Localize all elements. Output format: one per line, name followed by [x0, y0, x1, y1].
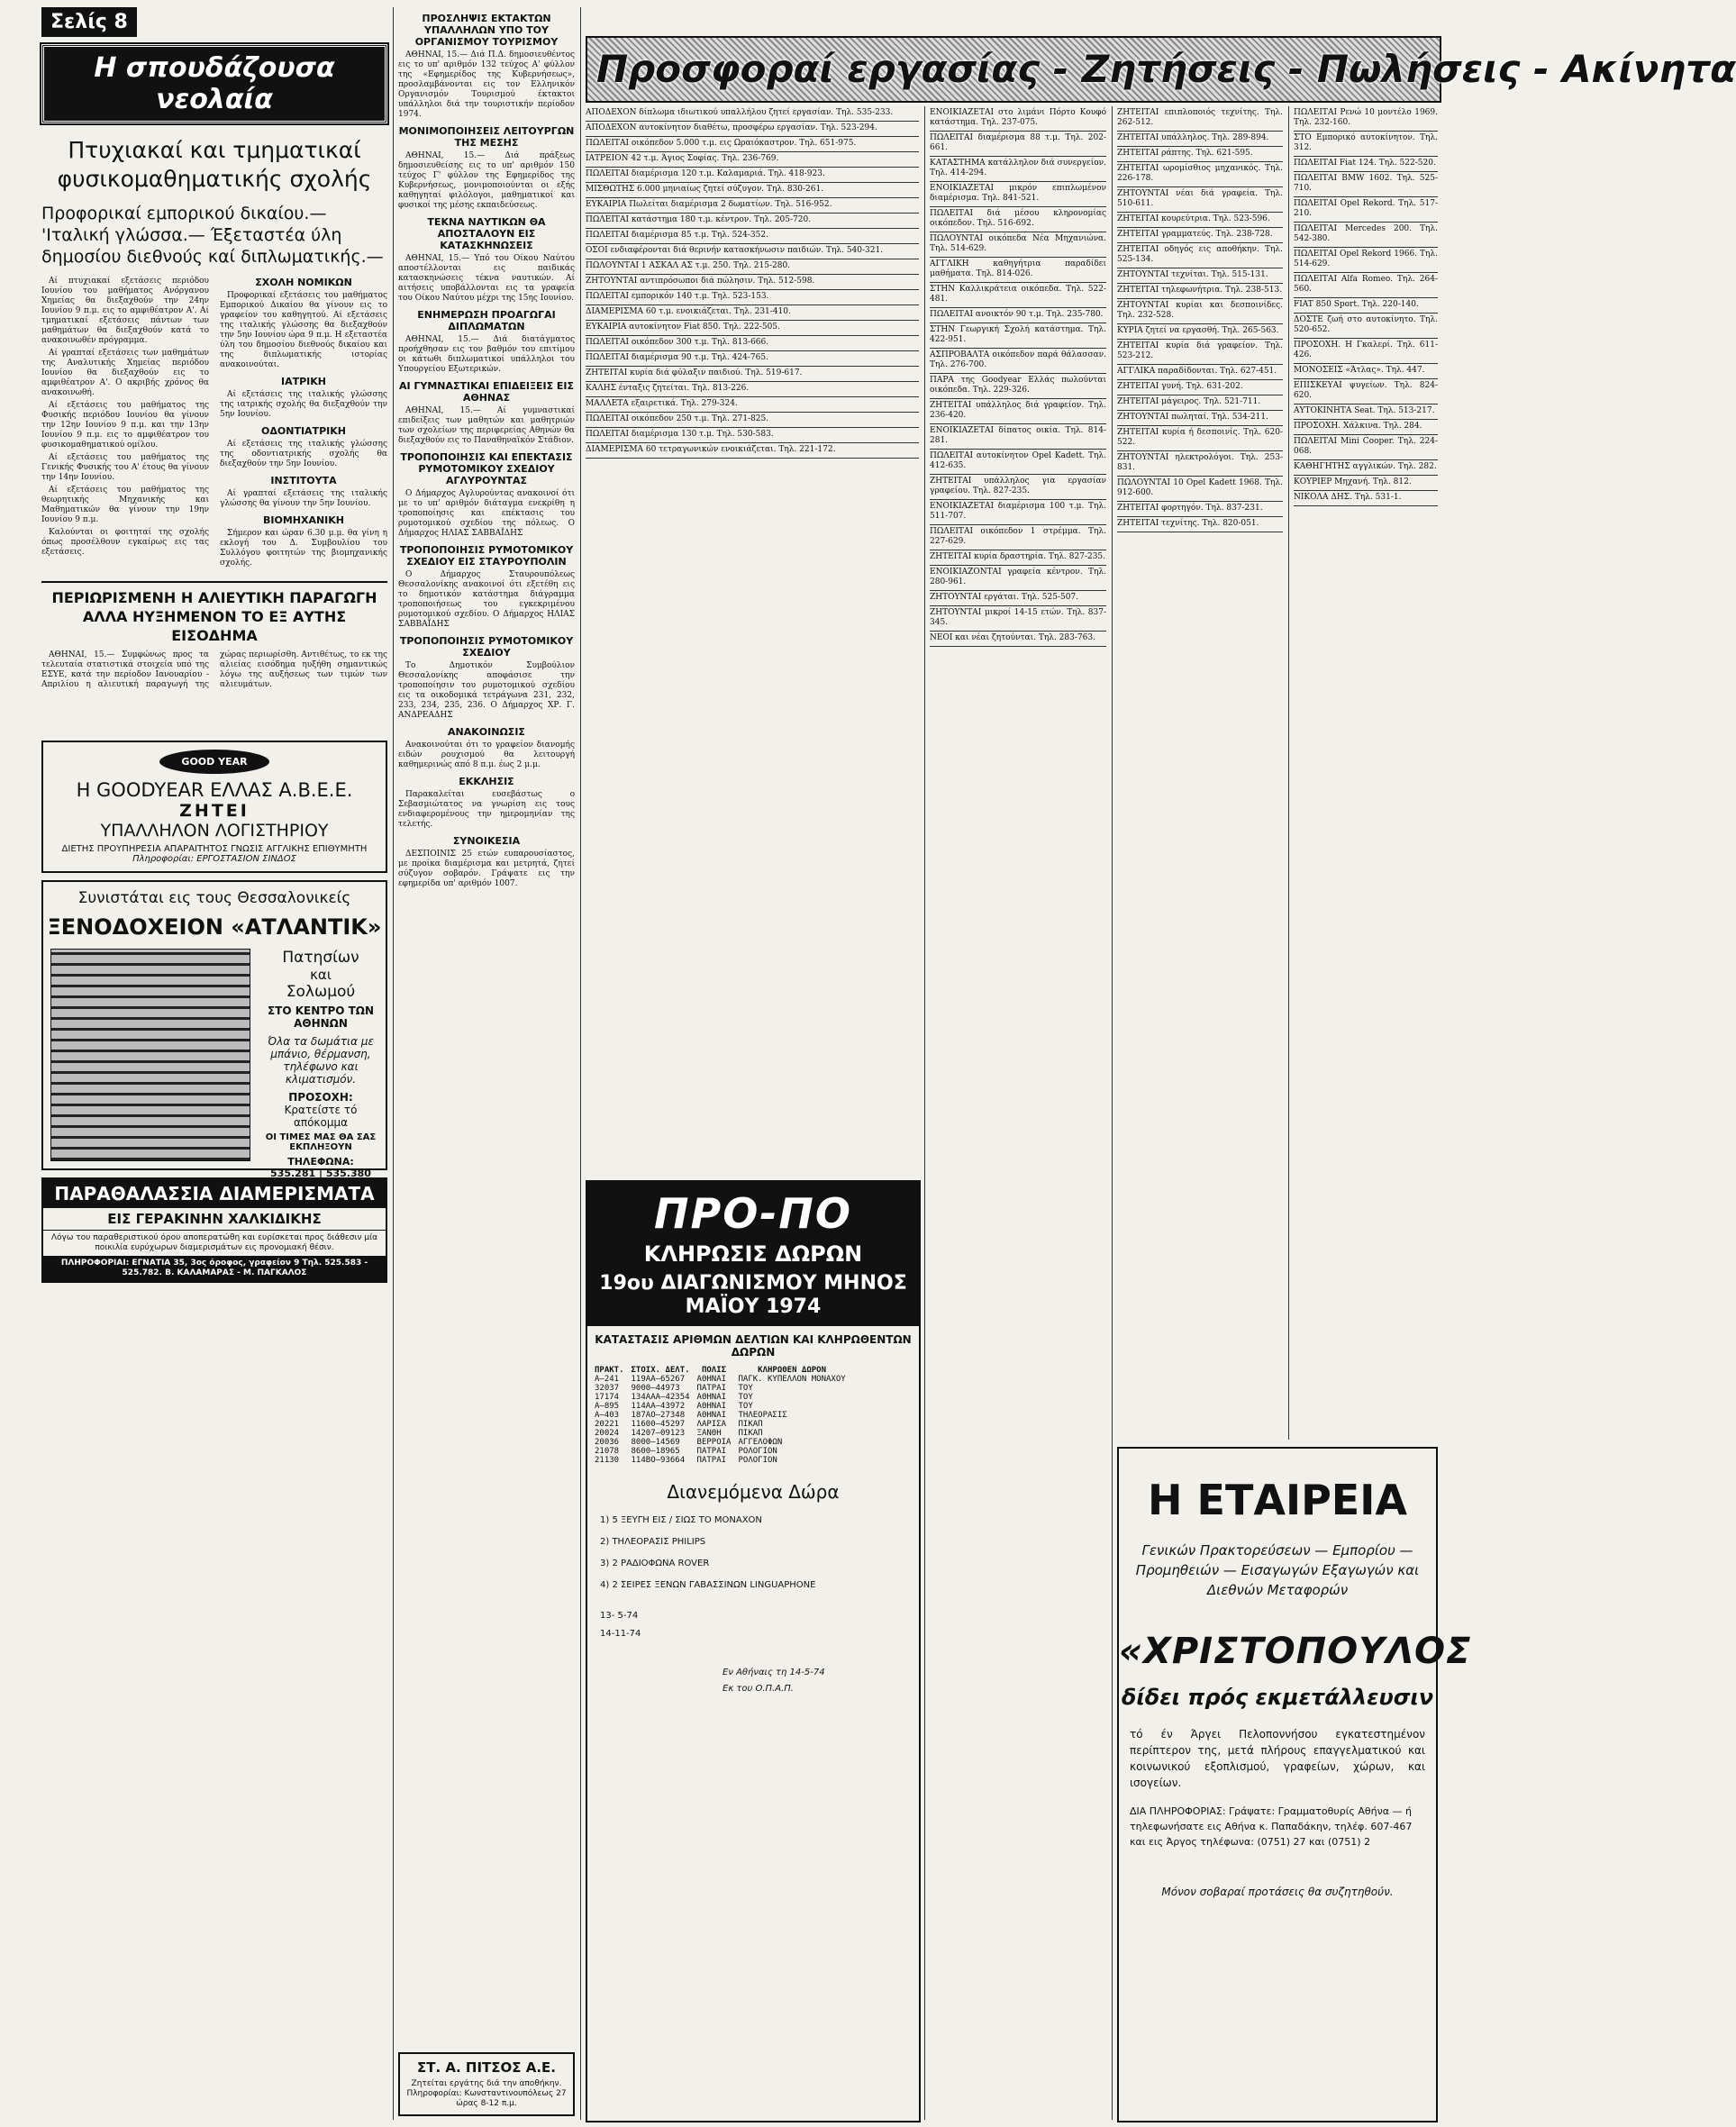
- classified-ad: ΠΑΡΑ της Goodyear Ελλάς πωλούνται οικόπεδα. Τηλ. 229-326.: [930, 374, 1106, 399]
- goodyear-logo: GOOD YEAR: [159, 750, 268, 774]
- etaireia-title: Η ΕΤΑΙΡΕΙΑ: [1148, 1476, 1407, 1524]
- seaside-footer: ΠΛΗΡΟΦΟΡΙΑΙ: ΕΓΝΑΤΙΑ 35, 3ος όροφος, γραφείον 9 Τηλ. 525.583 - 525.782. Β. ΚΑΛΑΜΑΡΑΣ - Μ. ΠΑΓΚΑΛΟΣ: [43, 1256, 386, 1281]
- classified-ad: ΖΗΤΕΙΤΑΙ γραμματεύς. Τηλ. 238-728.: [1117, 228, 1283, 243]
- table-cell: 114BO—93664: [631, 1456, 686, 1465]
- section-title: ΒΙΟΜΗΧΑΝΙΚΗ: [262, 514, 344, 526]
- goodyear-position: ΥΠΑΛΛΗΛΟΝ ΛΟΓΙΣΤΗΡΙΟΥ: [100, 821, 329, 841]
- table-cell: ΤΟΥ: [738, 1402, 753, 1411]
- etaireia-body: τό έν Άργει Πελοποννήσου εγκατεστημένον περίπτερον της, μετά πλήρους επαγγελματικού και κοινωνικού εξοπλισμού, γραφείων, χώρων, και ισογείων.: [1130, 1728, 1425, 1789]
- table-cell: ΠΑΓΚ. ΚΥΠΕΛΛΟΝ ΜΟΝΑΧΟΥ: [738, 1375, 846, 1384]
- table-cell: ΑΘΗΝΑΙ: [696, 1402, 727, 1411]
- section-title: ΣΧΟΛΗ ΝΟΜΙΚΩΝ: [255, 277, 352, 288]
- hotel-note-title: ΠΡΟΣΟΧΗ:: [288, 1091, 353, 1104]
- classified-ad: ΕΥΚΑΙΡΙΑ Πωλείται διαμέρισμα 2 δωματίων. Τηλ. 516-952.: [586, 198, 919, 214]
- classified-ad: ΑΓΓΛΙΚΑ παραδίδονται. Τηλ. 627-451.: [1117, 365, 1283, 380]
- fishing-headline: ΠΕΡΙΩΡΙΣΜΕΝΗ Η ΑΛΙΕΥΤΙΚΗ ΠΑΡΑΓΩΓΗ ΑΛΛΑ ΗΥΞΗΜΕΝΟΝ ΤΟ ΕΞ ΑΥΤΗΣ ΕΙΣΟΔΗΜΑ: [51, 589, 377, 644]
- classified-ad: ΠΩΛΕΙΤΑΙ οικόπεδον 5.000 τ.μ. εις Ωραιόκαστρον. Τηλ. 651-975.: [586, 137, 919, 152]
- article-headline: ΕΚΚΛΗΣΙΣ: [459, 776, 514, 787]
- column-1: [41, 7, 387, 2120]
- goodyear-ad: [41, 741, 387, 873]
- etaireia-brand: «ΧΡΙΣΤΟΠΟΥΛΟΣ: [1119, 1631, 1472, 1672]
- table-cell: 21130: [595, 1456, 620, 1465]
- hotel-ad: [41, 880, 387, 1179]
- section-title: ΙΑΤΡΙΚΗ: [281, 376, 326, 387]
- classified-ad: ΠΩΛΕΙΤΑΙ ανοικτόν 90 τ.μ. Τηλ. 235-780.: [930, 308, 1106, 323]
- table-cell: A—403: [595, 1411, 620, 1420]
- article-text: Το Δημοτικόν Συμβούλιον Θεσσαλονίκης αποφάσισε την τροποποίησιν του ρυμοτομικού σχεδίου εις τα οικοδομικά τετράγωνα 231, 232, 233, 234, 235, 236. Ο Δήμαρχος ΧΡ. Γ. ΑΝΔΡΕΑΔΗΣ: [398, 661, 575, 720]
- classified-ad: ΠΩΛΕΙΤΑΙ εμπορικόν 140 τ.μ. Τηλ. 523-153.: [586, 290, 919, 305]
- classified-ad: ΖΗΤΕΙΤΑΙ κυρία δραστηρία. Τηλ. 827-235.: [930, 550, 1106, 566]
- classified-ad: ΜΑΛΛΕΤΑ εξαιρετικά. Τηλ. 279-324.: [586, 397, 919, 413]
- article-headline: ΤΡΟΠΟΠΟΙΗΣΙΣ ΡΥΜΟΤΟΜΙΚΟΥ ΣΧΕΔΙΟΥ: [399, 635, 574, 659]
- classified-ad: ΠΩΛΕΙΤΑΙ διά μέσου κληρονομίας οικόπεδον. Τηλ. 516-692.: [930, 207, 1106, 232]
- article-headline: ΠΡΟΣΛΗΨΙΣ ΕΚΤΑΚΤΩΝ ΥΠΑΛΛΗΛΩΝ ΥΠΟ ΤΟΥ ΟΡΓΑΝΙΣΜΟΥ ΤΟΥΡΙΣΜΟΥ: [414, 13, 559, 48]
- classified-ad: ΠΩΛΕΙΤΑΙ οικόπεδον 250 τ.μ. Τηλ. 271-825.: [586, 413, 919, 428]
- classified-ad: ΕΝΟΙΚΙΑΖΕΤΑΙ διαμέρισμα 100 τ.μ. Τηλ. 511-707.: [930, 500, 1106, 525]
- article-text: ΑΘΗΝΑΙ, 15.— Υπό του Οίκου Ναύτου αποστέλλονται εις παιδικάς κατασκηνώσεις τέκνα ναυτικών. Αί αιτήσεις υποβάλλονται εις τα γραφεία του Οίκου Ναύτου μέχρι της 15ης Ιουνίου.: [398, 254, 575, 303]
- classified-ad: ΠΩΛΟΥΝΤΑΙ οικόπεδα Νέα Μηχανιώνα. Τηλ. 514-629.: [930, 232, 1106, 258]
- table-cell: A—895: [595, 1402, 620, 1411]
- classified-ad: ΖΗΤΕΙΤΑΙ γυνή. Τηλ. 631-202.: [1117, 380, 1283, 395]
- classified-ad: ΕΥΚΑΙΡΙΑ αυτοκίνητον Fiat 850. Τηλ. 222-505.: [586, 321, 919, 336]
- table-cell: ΡΟΛΟΓΙΟΝ: [738, 1447, 777, 1456]
- table-cell: ΛΑΡΙΣΑ: [696, 1420, 727, 1429]
- hotel-address: και: [310, 967, 332, 983]
- article-headline: ΑΝΑΚΟΙΝΩΣΙΣ: [448, 726, 525, 738]
- table-cell: 17174: [595, 1393, 620, 1402]
- gift-item: 2) ΤΗΛΕΟΡΑΣΙΣ PHILIPS: [600, 1537, 706, 1547]
- classified-ad: ΠΩΛΕΙΤΑΙ BMW 1602. Τηλ. 525-710.: [1294, 172, 1438, 197]
- table-row: [591, 1438, 850, 1447]
- article-headline: ΕΝΗΜΕΡΩΣΗ ΠΡΟΑΓΩΓΑΙ ΔΙΠΛΩΜΑΤΩΝ: [417, 309, 556, 332]
- propo-subtitle: ΚΛΗΡΩΣΙΣ ΔΩΡΩΝ: [643, 1241, 863, 1267]
- goodyear-seeks: ΖΗΤΕΙ: [179, 801, 250, 821]
- article-text: ΑΘΗΝΑΙ, 15.— Διά πράξεως δημοσιευθείσης εις το υπ' αριθμόν 150 τεύχος Γ' φύλλον της Εφημερίδος της Κυβερνήσεως, μονιμοποιούνται οι εξής καθηγηταί φιλόλογοι, μαθηματικοί και φυσικοί της μέσης εκπαιδεύσεως.: [398, 151, 575, 210]
- propo-title: ΠΡΟ-ΠΟ: [653, 1189, 852, 1238]
- etaireia-contact: ΔΙΑ ΠΛΗΡΟΦΟΡΙΑΣ: Γράψατε: Γραμματοθυρίς Αθήνα — ή τηλεφωνήσατε εις Αθήνα κ. Παπαδάκην, τηλέφ. 607-467 και εις Άργος τηλέφωνα: (0751) 27 και (0751) 2: [1130, 1805, 1413, 1848]
- classified-ad: ΖΗΤΟΥΝΤΑΙ κυρίαι και δεσποινίδες. Τηλ. 232-528.: [1117, 299, 1283, 324]
- table-cell: ΑΘΗΝΑΙ: [696, 1375, 727, 1384]
- article-text: Ο Δήμαρχος Σταυρουπόλεως Θεσσαλονίκης ανακοινοί ότι εξετέθη εις το δημοτικόν κατάστημα διάγραμμα τροποποιήσεως του εγκεκριμένου ρυμοτομικού σχεδίου. Ο Δήμαρχος ΗΛΙΑΣ ΣΑΒΒΑΪΔΗΣ: [398, 570, 575, 629]
- article-headline: ΤΡΟΠΟΠΟΙΗΣΙΣ ΡΥΜΟΤΟΜΙΚΟΥ ΣΧΕΔΙΟΥ ΕΙΣ ΣΤΑΥΡΟΥΠΟΛΙΝ: [399, 544, 574, 568]
- table-cell: ΑΘΗΝΑΙ: [696, 1411, 727, 1420]
- article-text: ΑΘΗΝΑΙ, 15.— Διά Π.Δ. δημοσιευθέντος εις το υπ' αριθμόν 132 τεύχος Α' φύλλον της «Εφημερίδος της Κυβερνήσεως», προσλαμβάνονται εις τον Ελληνικόν Οργανισμόν Τουρισμού έκτακτοι υπάλληλοι διά την τουριστικήν περίοδον 1974.: [398, 50, 575, 119]
- column-2: [398, 7, 575, 2120]
- classified-ad: ΠΩΛΕΙΤΑΙ οικόπεδον 300 τ.μ. Τηλ. 813-666.: [586, 336, 919, 351]
- column-header: ΚΛΗΡΩΘΕΝ ΔΩΡΟΝ: [758, 1366, 827, 1375]
- classified-ad: ΖΗΤΕΙΤΑΙ επιπλοποιός τεχνίτης. Τηλ. 262-512.: [1117, 106, 1283, 132]
- table-cell: ΠΑΤΡΑΙ: [696, 1447, 727, 1456]
- seaside-subtitle: ΕΙΣ ΓΕΡΑΚΙΝΗΝ ΧΑΛΚΙΔΙΚΗΣ: [43, 1208, 386, 1231]
- propo-signature: Εκ του Ο.Π.Α.Π.: [723, 1684, 794, 1694]
- classified-ad: ΠΩΛΕΙΤΑΙ Mercedes 200. Τηλ. 542-380.: [1294, 223, 1438, 248]
- classified-ad: ΚΑΤΑΣΤΗΜΑ κατάλληλον διά συνεργείον. Τηλ. 414-294.: [930, 157, 1106, 182]
- propo-place: Εν Αθήναις τη 14-5-74: [723, 1668, 825, 1677]
- classified-ad: ΖΗΤΟΥΝΤΑΙ νέαι διά γραφεία. Τηλ. 510-611.: [1117, 187, 1283, 213]
- article-text: Παρακαλείται ευσεβάστως ο Σεβασμιώτατος να γνωρίση εις τους ενδιαφερομένους την ημερομηνίαν της τελετής.: [398, 790, 575, 829]
- table-cell: ΡΟΛΟΓΙΟΝ: [738, 1456, 777, 1465]
- faculty-headline: Πτυχιακαί και τμηματικαί φυσικομαθηματικής σχολής: [57, 137, 372, 192]
- classified-ad: ΖΗΤΕΙΤΑΙ μάγειρος. Τηλ. 521-711.: [1117, 395, 1283, 411]
- classified-ad: ΖΗΤΕΙΤΑΙ κυρία διά γραφείον. Τηλ. 523-212.: [1117, 340, 1283, 365]
- table-cell: ΤΟΥ: [738, 1393, 753, 1402]
- classified-ad: ΑΣΠΡΟΒΑΛΤΑ οικόπεδον παρά θάλασσαν. Τηλ. 276-700.: [930, 349, 1106, 374]
- classified-ad: ΝΕΟΙ και νέαι ζητούνται. Τηλ. 283-763.: [930, 632, 1106, 647]
- goodyear-company: Η GOODYEAR ΕΛΛΑΣ Α.Β.Ε.Ε.: [76, 779, 353, 801]
- propo-table: [591, 1366, 850, 1465]
- classifieds-column-5: [1117, 106, 1283, 1440]
- classified-ad: ΠΩΛΕΙΤΑΙ διαμέρισμα 85 τ.μ. Τηλ. 524-352.: [586, 229, 919, 244]
- table-cell: 11600—45297: [631, 1420, 686, 1429]
- classified-ad: ΜΙΣΘΩΤΗΣ 6.000 μηνιαίως ζητεί σύζυγον. Τηλ. 830-261.: [586, 183, 919, 198]
- classifieds-column-6: [1294, 106, 1438, 1440]
- column-header: ΣΤΟΙΧ. ΔΕΛΤ.: [631, 1366, 690, 1375]
- table-cell: ΞΑΝΘΗ: [696, 1429, 722, 1438]
- classified-ad: ΖΗΤΕΙΤΑΙ υπάλληλος για εργασίαν γραφείου. Τηλ. 827-235.: [930, 475, 1106, 500]
- classified-ad: ΠΩΛΕΙΤΑΙ αυτοκίνητον Opel Kadett. Τηλ. 412-635.: [930, 450, 1106, 475]
- classified-ad: ΖΗΤΟΥΝΤΑΙ πωληταί. Τηλ. 534-211.: [1117, 411, 1283, 426]
- article-headline: ΤΡΟΠΟΠΟΙΗΣΙΣ ΚΑΙ ΕΠΕΚΤΑΣΙΣ ΡΥΜΟΤΟΜΙΚΟΥ ΣΧΕΔΙΟΥ ΑΓΛΥΡΟΥΝΤΑΣ: [400, 451, 573, 486]
- goodyear-contact: Πληροφορίαι: ΕΡΓΟΣΤΑΣΙΟΝ ΣΙΝΔΟΣ: [132, 854, 296, 864]
- table-cell: ΒΕΡΡΟΙΑ: [696, 1438, 732, 1447]
- classified-ad: ΕΝΟΙΚΙΑΖΕΤΑΙ δίπατος οικία. Τηλ. 814-281.: [930, 424, 1106, 450]
- section-text: Σήμερον και ώραν 6.30 μ.μ. θα γίνη η εκλογή του Δ. Συμβουλίου του Συλλόγου φοιτητών της βιομηχανικής σχολής.: [220, 529, 387, 568]
- classified-ad: ΑΥΤΟΚΙΝΗΤΑ Seat. Τηλ. 513-217.: [1294, 404, 1438, 420]
- classified-ad: ΖΗΤΕΙΤΑΙ κυρία ή δεσποινίς. Τηλ. 620-522.: [1117, 426, 1283, 451]
- classified-ad: ΑΠΟΔΕΧΟΝ αυτοκίνητον διαθέτω, προσφέρω εργασίαν. Τηλ. 523-294.: [586, 122, 919, 137]
- classified-ad: ΚΑΛΗΣ ένταξις ζητείται. Τηλ. 813-226.: [586, 382, 919, 397]
- classified-ad: ΖΗΤΕΙΤΑΙ υπάλληλος. Τηλ. 289-894.: [1117, 132, 1283, 147]
- classified-ad: ΙΑΤΡΕΙΟΝ 42 τ.μ. Άγιος Σοφίας. Τηλ. 236-769.: [586, 152, 919, 168]
- fishing-body: [41, 650, 387, 733]
- classified-ad: ΖΗΤΕΙΤΑΙ ράπτης. Τηλ. 621-595.: [1117, 147, 1283, 162]
- table-cell: 14207—09123: [631, 1429, 686, 1438]
- table-cell: ΠΙΚΑΠ: [738, 1429, 763, 1438]
- page-number-label: Σελίς 8: [41, 7, 137, 37]
- classified-ad: ΠΩΛΕΙΤΑΙ κατάστημα 180 τ.μ. κέντρον. Τηλ. 205-720.: [586, 214, 919, 229]
- table-cell: 9000—44973: [631, 1384, 680, 1393]
- hotel-discount: ΟΙ ΤΙΜΕΣ ΜΑΣ ΘΑ ΣΑΣ ΕΚΠΛΗΞΟΥΝ: [265, 1132, 377, 1152]
- hotel-note: Κρατείστε τό απόκομμα: [284, 1104, 358, 1129]
- classified-ad: ΖΗΤΕΙΤΑΙ ωρομίσθιος μηχανικός. Τηλ. 226-178.: [1117, 162, 1283, 187]
- classified-ad: ΖΗΤΟΥΝΤΑΙ εργάται. Τηλ. 525-507.: [930, 591, 1106, 606]
- classified-ad: ΠΩΛΕΙΤΑΙ διαμέρισμα 90 τ.μ. Τηλ. 424-765.: [586, 351, 919, 367]
- classified-ad: ΠΩΛΕΙΤΑΙ Opel Rekord 1966. Τηλ. 514-629.: [1294, 248, 1438, 273]
- table-cell: ΑΓΓΕΛΟΦΩΝ: [738, 1438, 783, 1447]
- hotel-location: ΣΤΟ ΚΕΝΤΡΟ ΤΩΝ ΑΘΗΝΩΝ: [267, 1004, 375, 1030]
- section-title: ΟΔΟΝΤΙΑΤΡΙΚΗ: [261, 425, 346, 437]
- article-text: ΑΘΗΝΑΙ, 15.— Διά διατάγματος προήχθησαν εις τον βαθμόν του επιτίμου οι κάτωθι διπλωματικοί υπάλληλοι του Υπουργείου Εξωτερικών.: [398, 335, 575, 374]
- classified-ad: ΚΥΡΙΑ ζητεί να εργασθή. Τηλ. 265-563.: [1117, 324, 1283, 340]
- classified-ad: ΟΣΟΙ ενδιαφέρονται διά θερινήν κατασκήνωσιν παιδιών. Τηλ. 540-321.: [586, 244, 919, 259]
- classified-ad: FIAT 850 Sport. Τηλ. 220-140.: [1294, 298, 1438, 314]
- classified-ad: ΖΗΤΟΥΝΤΑΙ αντιπρόσωποι διά πώλησιν. Τηλ. 512-598.: [586, 275, 919, 290]
- section-title: ΙΝΣΤΙΤΟΥΤΑ: [270, 475, 337, 486]
- classified-ad: ΜΟΝΟΣΕΙΣ «Άτλας». Τηλ. 447.: [1294, 364, 1438, 379]
- faculty-paragraph: Αί γραπταί εξετάσεις των μαθημάτων της Αναλυτικής Χημείας περιόδου Ιουνίου θα διεξαχθούν εις το αμφιθέατρον Α'. Ο ακριβής χρόνος θα ανακοινωθή.: [41, 349, 209, 397]
- section-text: Αί εξετάσεις της ιταλικής γλώσσης της ιατρικής σχολής θα διεξαχθούν την 5ην Ιουνίου.: [220, 390, 387, 419]
- table-cell: ΤΟΥ: [738, 1384, 753, 1393]
- faculty-paragraph: Αί εξετάσεις του μαθήματος της Φυσικής περιόδου Ιουνίου θα γίνουν την 12ην Ιουνίου 9 π.μ. και την 13ην Ιουνίου 9 π.μ. εις το αμφιθέατρον του φυσικομαθηματικού ομίλου.: [41, 401, 209, 450]
- table-cell: 114AA—43972: [631, 1402, 686, 1411]
- article-text: ΔΕΣΠΟΙΝΙΣ 25 ετών ευπαρουσίαστος, με προίκα διαμέρισμα και μετρητά, ζητεί σύζυγον σοβαρόν. Γράψατε εις την εφημερίδα υπ' αριθμόν 1007.: [398, 850, 575, 888]
- classified-ad: ΠΩΛΕΙΤΑΙ Alfa Romeo. Τηλ. 264-560.: [1294, 273, 1438, 298]
- etaireia-ad: [1117, 1447, 1472, 2122]
- propo-ad: [586, 1180, 921, 2122]
- hotel-phones-label: ΤΗΛΕΦΩΝΑ:: [287, 1156, 354, 1168]
- hotel-intro: Συνιστάται εις τους Θεσσαλονικείς: [77, 889, 351, 907]
- classified-ad: ΝΙΚΟΛΑ ΔΗΣ. Τηλ. 531-1.: [1294, 491, 1438, 506]
- classified-ad: ΠΡΟΣΟΧΗ. Η Γκαλερί. Τηλ. 611-426.: [1294, 339, 1438, 364]
- etaireia-line: Γενικών Πρακτορεύσεων — Εμπορίου — Προμηθειών — Εισαγωγών Εξαγωγών και Διεθνών Μεταφορών: [1135, 1542, 1420, 1598]
- table-cell: ΑΘΗΝΑΙ: [696, 1393, 727, 1402]
- classified-ad: ΔΟΣΤΕ ζωή στο αυτοκίνητο. Τηλ. 520-652.: [1294, 314, 1438, 339]
- classified-ad: ΕΝΟΙΚΙΑΖΕΤΑΙ μικρόν επιπλωμένον διαμέρισμα. Τηλ. 841-521.: [930, 182, 1106, 207]
- table-cell: 21078: [595, 1447, 620, 1456]
- classified-ad: ΣΤΗΝ Καλλικράτεια οικόπεδα. Τηλ. 522-481.: [930, 283, 1106, 308]
- table-cell: 119AA—65267: [631, 1375, 686, 1384]
- classifieds-banner: [586, 36, 1736, 103]
- classified-ad: ΕΝΟΙΚΙΑΖΕΤΑΙ στο λιμάνι Πόρτο Κουφό κατάστημα. Τηλ. 237-075.: [930, 106, 1106, 132]
- etaireia-offer: δίδει πρός εκμετάλλευσιν: [1121, 1685, 1434, 1710]
- classified-ad: ΖΗΤΟΥΝΤΑΙ τεχνίται. Τηλ. 515-131.: [1117, 268, 1283, 284]
- classified-ad: ΠΩΛΟΥΝΤΑΙ 1 ΑΣΚΑΛ ΑΣ τ.μ. 250. Τηλ. 215-280.: [586, 259, 919, 275]
- classifieds-banner-text: Προσφοραί εργασίας - Ζητήσεις - Πωλήσεις - Ακίνητα: [596, 47, 1736, 91]
- classified-ad: ΑΠΟΔΕΧΟΝ δίπλωμα ιδιωτικού υπαλλήλου ζητεί εργασίαν. Τηλ. 535-233.: [586, 106, 919, 122]
- table-cell: 8600—18965: [631, 1447, 680, 1456]
- article-headline: ΑΙ ΓΥΜΝΑΣΤΙΚΑΙ ΕΠΙΔΕΙΞΕΙΣ ΕΙΣ ΑΘΗΝΑΣ: [398, 380, 575, 404]
- classified-ad: ΖΗΤΟΥΝΤΑΙ ηλεκτρολόγοι. Τηλ. 253-831.: [1117, 451, 1283, 477]
- column-header: ΠΟΛΙΣ: [701, 1366, 727, 1375]
- section-banner: Η σπουδάζουσα νεολαία: [41, 44, 387, 123]
- table-cell: 134AAA—42354: [631, 1393, 690, 1402]
- table-row: [591, 1402, 850, 1411]
- article-text: ΑΘΗΝΑΙ, 15.— Αί γυμναστικαί επιδείξεις των μαθητών και μαθητριών των σχολείων της περιφερείας Αθηνών θα διεξαχθούν εις το Παναθηναϊκόν Στάδιον.: [398, 406, 575, 445]
- table-row: [591, 1420, 850, 1429]
- classifieds-column-4: [930, 106, 1106, 2120]
- section-text: Αί εξετάσεις της ιταλικής γλώσσης της οδοντιατρικής σχολής θα διεξαχθούν την 5ην Ιουνίου.: [220, 440, 387, 468]
- classified-ad: ΖΗΤΕΙΤΑΙ κουρεύτρια. Τηλ. 523-596.: [1117, 213, 1283, 228]
- section-text: Προφορικαί εξετάσεις του μαθήματος Εμπορικού Δικαίου θα γίνουν εις το γραφείον του καθηγητού. Αί εξετάσεις της ιταλικής γλώσσης θα διεξαχθούν την 5ην Ιουνίου ώρα 9 π.μ. Η εξεταστέα ύλη του δημοσίου διεθνούς δικαίου και της διπλωματικής ιστορίας ανακοινούται.: [220, 291, 387, 369]
- table-cell: 8000—14569: [631, 1438, 680, 1447]
- classified-ad: ΚΟΥΡΙΕΡ Μηχανή. Τηλ. 812.: [1294, 476, 1438, 491]
- classified-ad: ΠΩΛΕΙΤΑΙ διαμέρισμα 120 τ.μ. Καλαμαριά. Τηλ. 418-923.: [586, 168, 919, 183]
- table-cell: ΠΑΤΡΑΙ: [696, 1456, 727, 1465]
- table-header-row: [591, 1366, 850, 1375]
- classified-ad: ΠΩΛΕΙΤΑΙ Mini Cooper. Τηλ. 224-068.: [1294, 435, 1438, 460]
- faculty-paragraph: Αί πτυχιακαί εξετάσεις περιόδου Ιουνίου του μαθήματος Ανόργανου Χημείας θα διεξαχθούν την 24ην Ιουνίου 9 π.μ. εις το αμφιθέατρον Α'. Αί τμηματικαί εξετάσεις πάντων των μαθημάτων θα διεξαχθούν κατά το ανακοινωθέν πρόγραμμα.: [41, 277, 209, 345]
- article-headline: ΤΕΚΝΑ ΝΑΥΤΙΚΩΝ ΘΑ ΑΠΟΣΤΑΛΟΥΝ ΕΙΣ ΚΑΤΑΣΚΗΝΩΣΕΙΣ: [427, 216, 546, 251]
- classified-ad: ΖΗΤΕΙΤΑΙ οδηγός εις αποθήκην. Τηλ. 525-134.: [1117, 243, 1283, 268]
- classified-ad: ΣΤΗΝ Γεωργική Σχολή κατάστημα. Τηλ. 422-951.: [930, 323, 1106, 349]
- goodyear-requirements: ΔΙΕΤΗΣ ΠΡΟΥΠΗΡΕΣΙΑ ΑΠΑΡΑΙΤΗΤΟΣ ΓΝΩΣΙΣ ΑΓΓΛΙΚΗΣ ΕΠΙΘΥΜΗΤΗ: [61, 844, 368, 854]
- hotel-phones: 535.281 | 535.380: [270, 1168, 371, 1179]
- classified-ad: ΠΩΛΕΙΤΑΙ διαμέρισμα 88 τ.μ. Τηλ. 202-661.: [930, 132, 1106, 157]
- article-text: Ο Δήμαρχος Αγλυρούντας ανακοινοί ότι με το υπ' αριθμόν διάταγμα ενεκρίθη η τροποποίησις και επέκτασις του ρυμοτομικού σχεδίου της πόλεως. Ο Δήμαρχος ΗΛΙΑΣ ΣΑΒΒΑΪΔΗΣ: [398, 489, 575, 538]
- classified-ad: ΖΗΤΕΙΤΑΙ φορτηγόν. Τηλ. 837-231.: [1117, 502, 1283, 517]
- faculty-paragraph: Αί εξετάσεις του μαθήματος της Γενικής Φυσικής του Α' έτους θα γίνουν την 14ην Ιουνίου.: [41, 453, 209, 482]
- classifieds-column-3: [586, 106, 919, 1173]
- gift-item: 4) 2 ΣΕΙΡΕΣ ΞΕΝΩΝ ΓΑΒΑΣΣΙΝΩΝ LINGUAPHONE: [600, 1580, 816, 1590]
- classified-ad: ΑΓΓΛΙΚΗ καθηγήτρια παραδίδει μαθήματα. Τηλ. 814-026.: [930, 258, 1106, 283]
- hotel-address: Πατησίων: [282, 949, 359, 967]
- classified-ad: ΠΩΛΕΙΤΑΙ διαμέρισμα 130 τ.μ. Τηλ. 530-583.: [586, 428, 919, 443]
- classified-ad: ΠΩΛΕΙΤΑΙ Opel Rekord. Τηλ. 517-210.: [1294, 197, 1438, 223]
- gift-item: 1) 5 ΞΕΥΓΗ ΕΙΣ / ΣΙΩΣ ΤΟ ΜΟΝΑΧΟΝ: [600, 1515, 762, 1525]
- classified-ad: ΠΡΟΣΟΧΗ. Χάλκινα. Τηλ. 284.: [1294, 420, 1438, 435]
- section-text: Αί γραπταί εξετάσεις της ιταλικής γλώσσης θα γίνουν την 5ην Ιουνίου.: [220, 489, 387, 508]
- classified-ad: ΖΗΤΕΙΤΑΙ υπάλληλος διά γραφείον. Τηλ. 236-420.: [930, 399, 1106, 424]
- faculty-body: [41, 277, 387, 574]
- table-row: [591, 1429, 850, 1438]
- classified-ad: ΠΩΛΕΙΤΑΙ Fiat 124. Τηλ. 522-520.: [1294, 157, 1438, 172]
- hotel-feature: Όλα τα δωμάτια με μπάνιο, θέρμανση, τηλέφωνο και κλιματισμόν.: [268, 1035, 374, 1086]
- propo-header: [587, 1182, 919, 1326]
- table-cell: ΠΑΤΡΑΙ: [696, 1384, 727, 1393]
- propo-table-title: ΚΑΤΑΣΤΑΣΙΣ ΑΡΙΘΜΩΝ ΔΕΛΤΙΩΝ ΚΑΙ ΚΛΗΡΩΘΕΝΤΩΝ ΔΩΡΩΝ: [595, 1333, 912, 1359]
- seaside-title: ΠΑΡΑΘΑΛΑΣΣΙΑ ΔΙΑΜΕΡΙΣΜΑΤΑ: [43, 1179, 386, 1208]
- table-cell: ΠΙΚΑΠ: [738, 1420, 763, 1429]
- classified-ad: ΕΝΟΙΚΙΑΖΟΝΤΑΙ γραφεία κέντρον. Τηλ. 280-961.: [930, 566, 1106, 591]
- table-row: [591, 1393, 850, 1402]
- column-header: ΠΡΑΚΤ.: [595, 1366, 624, 1375]
- table-cell: 20024: [595, 1429, 620, 1438]
- table-row: [591, 1447, 850, 1456]
- table-cell: 20036: [595, 1438, 620, 1447]
- hotel-name: ΞΕΝΟΔΟΧΕΙΟΝ «ΑΤΛΑΝΤΙΚ»: [47, 914, 382, 940]
- seaside-body: Λόγω του παραθεριστικού όρου αποπερατώθη και ευρίσκεται προς διάθεσιν μία ποικιλία ευρύχωρων διαμερισμάτων εις προνομιακή θέσιν.: [50, 1233, 378, 1252]
- pitsos-ad: [398, 2052, 575, 2116]
- article-headline: ΣΥΝΟΙΚΕΣΙΑ: [452, 835, 521, 847]
- classified-ad: ΖΗΤΕΙΤΑΙ κυρία διά φύλαξιν παιδιού. Τηλ. 519-617.: [586, 367, 919, 382]
- article-headline: ΜΟΝΙΜΟΠΟΙΗΣΕΙΣ ΛΕΙΤΟΥΡΓΩΝ ΤΗΣ ΜΕΣΗΣ: [398, 125, 575, 149]
- propo-date: 13- 5-74: [600, 1611, 639, 1621]
- classified-ad: ΣΤΟ Εμπορικό αυτοκίνητον. Τηλ. 312.: [1294, 132, 1438, 157]
- classified-ad: ΚΑΘΗΓΗΤΗΣ αγγλικών. Τηλ. 282.: [1294, 460, 1438, 476]
- etaireia-footer: Μόνον σοβαραί προτάσεις θα συζητηθούν.: [1161, 1886, 1394, 1898]
- table-row: [591, 1384, 850, 1393]
- pitsos-title: ΣΤ. Α. ΠΙΤΣΟΣ Α.Ε.: [416, 2059, 556, 2076]
- table-cell: 187AO—27348: [631, 1411, 686, 1420]
- hotel-address: Σολωμού: [286, 983, 356, 1001]
- classified-ad: ΠΩΛΟΥΝΤΑΙ 10 Opel Kadett 1968. Τηλ. 912-600.: [1117, 477, 1283, 502]
- table-cell: 20221: [595, 1420, 620, 1429]
- hotel-building-image: [50, 949, 250, 1161]
- faculty-paragraph: Καλούνται οι φοιτηταί της σχολής όπως προσέλθουν εγκαίρως εις τας εξετάσεις.: [41, 528, 209, 557]
- gift-item: 3) 2 ΡΑΔΙΟΦΩΝΑ ROVER: [600, 1559, 710, 1568]
- pitsos-text: Ζητείται εργάτης διά την αποθήκην. Πληροφορίαι: Κωνσταντινουπόλεως 27 ώρας 8-12 π.μ.: [406, 2079, 567, 2108]
- classified-ad: ΕΠΙΣΚΕΥΑΙ ψυγείων. Τηλ. 824-620.: [1294, 379, 1438, 404]
- propo-date: 14-11-74: [600, 1629, 641, 1639]
- propo-gifts-title: Διανεμόμενα Δώρα: [667, 1481, 840, 1503]
- classified-ad: ΖΗΤΕΙΤΑΙ τεχνίτης. Τηλ. 820-051.: [1117, 517, 1283, 532]
- table-row: [591, 1375, 850, 1384]
- table-row: [591, 1456, 850, 1465]
- column-2-articles: [398, 13, 575, 889]
- seaside-ad: [41, 1177, 387, 1283]
- classified-ad: ΖΗΤΕΙΤΑΙ τηλεφωνήτρια. Τηλ. 238-513.: [1117, 284, 1283, 299]
- faculty-subheadline: Προφορικαί εμπορικού δικαίου.— 'Ιταλική γλώσσα.— Έξεταστέα ύλη δημοσίου διεθνούς καί διπλωματικής.—: [41, 204, 384, 267]
- classified-ad: ΠΩΛΕΙΤΑΙ οικόπεδον 1 στρέμμα. Τηλ. 227-629.: [930, 525, 1106, 550]
- classified-ad: ΔΙΑΜΕΡΙΣΜΑ 60 τ.μ. ενοικιάζεται. Τηλ. 231-410.: [586, 305, 919, 321]
- fishing-text: ΑΘΗΝΑΙ, 15.— Συμφώνως προς τα τελευταία στατιστικά στοιχεία υπό της ΕΣΥΕ, κατά την περίοδον Ιανουαρίου - Απριλίου η αλιευτική παραγωγή της χώρας περιωρίσθη. Αντιθέτως, το εκ της αλιείας εισόδημα ηυξήθη σημαντικώς λόγω της αυξήσεως των τιμών των αλιευμάτων.: [41, 650, 387, 689]
- classified-ad: ΖΗΤΟΥΝΤΑΙ μικροί 14-15 ετών. Τηλ. 837-345.: [930, 606, 1106, 632]
- table-cell: 32037: [595, 1384, 620, 1393]
- table-cell: A—241: [595, 1375, 620, 1384]
- propo-round: 19ου ΔΙΑΓΩΝΙΣΜΟΥ ΜΗΝΟΣ ΜΑΪΟΥ 1974: [599, 1272, 907, 1318]
- table-row: [591, 1411, 850, 1420]
- faculty-paragraph: Αί εξετάσεις του μαθήματος της θεωρητικής Μηχανικής και Μαθηματικών θα γίνουν την 19ην Ιουνίου 9 π.μ.: [41, 486, 209, 524]
- table-cell: ΤΗΛΕΟΡΑΣΙΣ: [738, 1411, 787, 1420]
- classified-ad: ΠΩΛΕΙΤΑΙ Ρενώ 10 μοντέλο 1969. Τηλ. 232-160.: [1294, 106, 1438, 132]
- classified-ad: ΔΙΑΜΕΡΙΣΜΑ 60 τετραγωνικών ενοικιάζεται. Τηλ. 221-172.: [586, 443, 919, 459]
- article-text: Ανακοινούται ότι το γραφείον διανομής ειδών ρουχισμού θα λειτουργή καθημερινώς από 8 π.μ. έως 2 μ.μ.: [398, 741, 575, 769]
